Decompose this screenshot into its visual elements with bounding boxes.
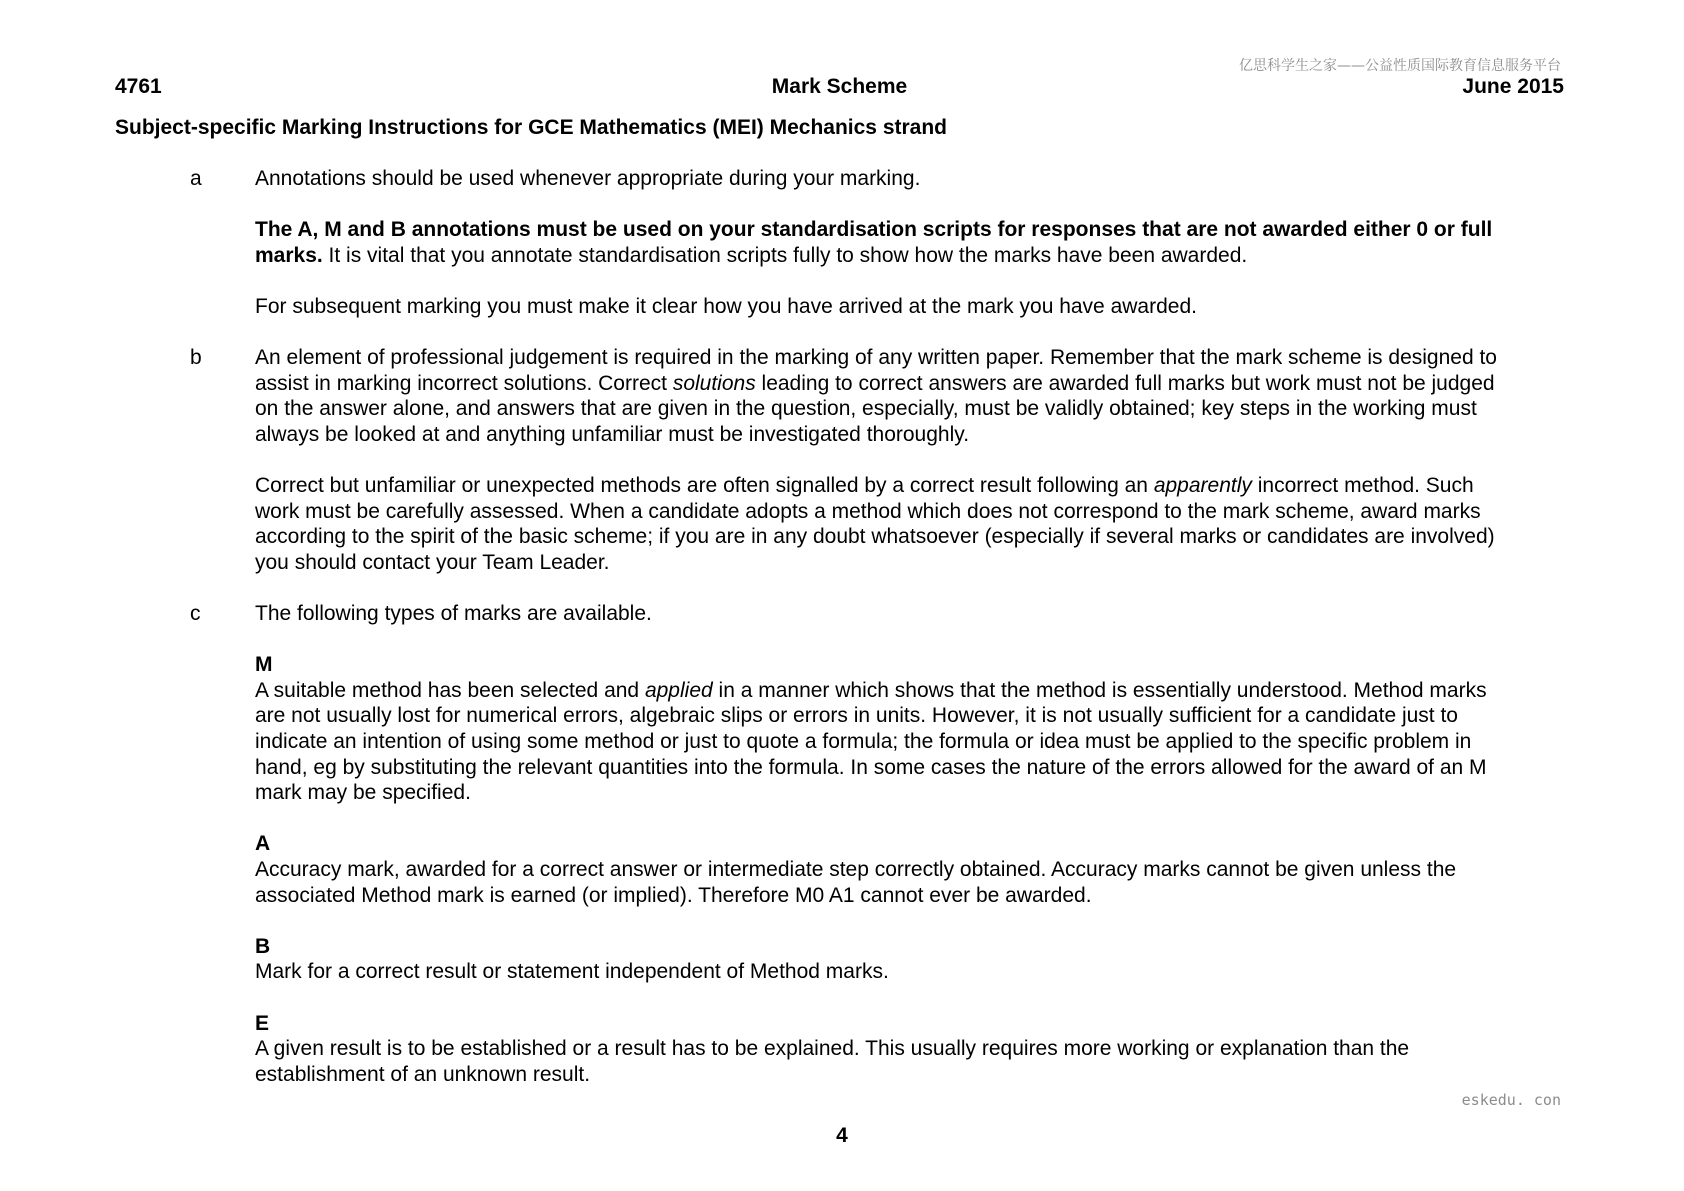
paragraph <box>255 345 1504 447</box>
text: It is vital that you annotate standardisation scripts fully to show how the marks have been awarded. <box>322 243 1248 267</box>
instructions-body <box>0 166 1684 1113</box>
header-title: Mark Scheme <box>771 75 908 98</box>
mark-type-heading: M <box>255 653 273 677</box>
italic-text: apparently <box>1153 474 1252 498</box>
paragraph <box>255 217 1504 268</box>
header-date: June 2015 <box>1462 75 1564 98</box>
paper-code: 4761 <box>115 75 162 98</box>
paragraph: Annotations should be used whenever appropriate during your marking. <box>255 167 921 190</box>
mark-type-heading: B <box>255 934 271 958</box>
mark-type-a <box>255 831 1504 908</box>
italic-text: solutions <box>672 371 756 395</box>
text: Correct but unfamiliar or unexpected methods are often signalled by a correct result following an <box>255 474 1154 498</box>
page-number: 4 <box>836 1124 848 1147</box>
mark-type-heading: A <box>255 832 271 856</box>
text: A given result is to be established or a result has to be explained. This usually requires more working or explanation than the establishment of an unknown result. <box>255 1037 1410 1086</box>
text: Accuracy mark, awarded for a correct answer or intermediate step correctly obtained. Accuracy marks cannot be given unless the associated Method mark is earned (or implied). Therefore M0 A1 cannot ever be awarded. <box>255 858 1457 907</box>
mark-type-e <box>255 1011 1504 1088</box>
watermark-top: 亿思科学生之家——公益性质国际教育信息服务平台 <box>1239 58 1561 74</box>
watermark-bottom: eskedu. con <box>1461 1091 1561 1109</box>
italic-text: applied <box>644 678 713 702</box>
text: in a manner which shows that the method is essentially understood. Method marks are not usually lost for numerical errors, algebraic slips or errors in units. However, it is not usually sufficient for a candidate just to indicate an intention of using some method or just to quote a formula; the formula or idea must be applied to the specific problem in hand, eg by substituting the relevant quantities into the formula. In some cases the nature of the errors allowed for the award of an M mark may be specified. <box>255 678 1487 805</box>
paragraph <box>255 473 1504 575</box>
instruction-item-a <box>0 166 1684 320</box>
instruction-item-b <box>0 345 1684 575</box>
section-title: Subject-specific Marking Instructions for GCE Mathematics (MEI) Mechanics strand <box>115 116 948 139</box>
bold-text: The A, M and B annotations must be used on your standardisation scripts for responses that are not awarded either 0 or full marks. <box>255 218 1493 267</box>
mark-type-m <box>255 652 1504 806</box>
item-marker: a <box>190 167 202 190</box>
page-header <box>115 75 1564 103</box>
text: A suitable method has been selected and <box>255 678 645 702</box>
text: incorrect method. Such work must be carefully assessed. When a candidate adopts a method which does not correspond to the mark scheme, award marks according to the spirit of the basic scheme; if you are in any doubt whatsoever (especially if several marks or candidates are involved) you should contact your Team Leader. <box>255 474 1495 574</box>
instruction-item-c <box>0 601 1684 1087</box>
paragraph: For subsequent marking you must make it clear how you have arrived at the mark you have awarded. <box>255 294 1197 318</box>
item-marker: b <box>190 346 202 370</box>
mark-type-heading: E <box>255 1011 270 1035</box>
text: leading to correct answers are awarded full marks but work must not be judged on the answer alone, and answers that are given in the question, especially, must be validly obtained; key steps in the working must always be looked at and anything unfamiliar must be investigated thoroughly. <box>255 371 1495 446</box>
text: An element of professional judgement is required in the marking of any written paper. Remember that the mark scheme is designed to assist in marking incorrect solutions. Correct <box>255 346 1497 395</box>
paragraph: The following types of marks are available. <box>255 602 652 626</box>
mark-type-b <box>255 934 1504 985</box>
item-marker: c <box>190 602 201 626</box>
text: Mark for a correct result or statement independent of Method marks. <box>255 960 889 984</box>
